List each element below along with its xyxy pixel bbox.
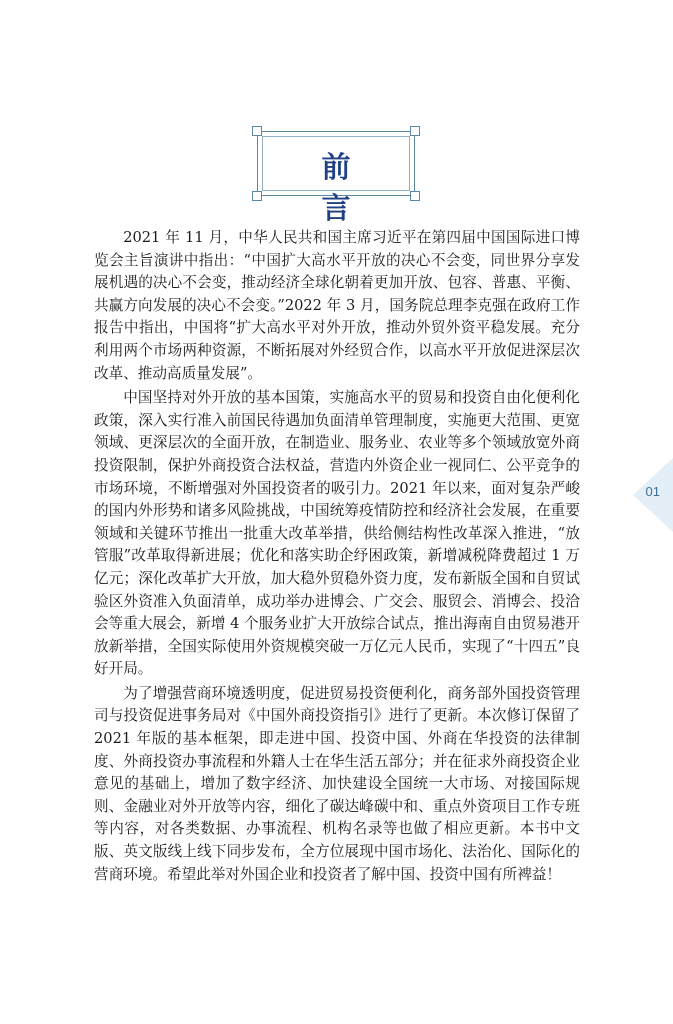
preface-body [94,227,580,888]
page-number: 01 [645,484,660,499]
page-tab [633,458,673,532]
frame-corner [410,126,420,136]
paragraph-2: 中国坚持对外开放的基本国策，实施高水平的贸易和投资自由化便利化政策，深入实行准入前国民待遇加负面清单管理制度，实施更大范围、更宽领域、更深层次的全面开放，在制造业、服务业、农业等多个领域放宽外商投资限制，保护外商投资合法权益，营造内外资企业一视同仁、公平竞争的市场环境，不断增强对外国投资者的吸引力。2021 年以来，面对复杂严峻的国内外形势和诸多风险挑战，中国统筹疫情防控和经济社会发展，在重要领域和关键环节推出一批重大改革举措，供给侧结构性改革深入推进，“放管服”改革取得新进展；优化和落实助企纾困政策，新增减税降费超过 1 万亿元；深化改革扩大开放，加大稳外贸稳外资力度，发布新版全国和自贸试验区外资准入负面清单，成功举办进博会、广交会、服贸会、消博会、投洽会等重大展会，新增 4 个服务业扩大开放综合试点，推出海南自由贸易港开放新举措，全国实际使用外资规模突破一万亿元人民币，实现了“十四五”良好开局。 [94,389,580,678]
title-frame [257,131,415,225]
page-title: 前 言 [321,150,381,225]
paragraph-1: 2021 年 11 月，中华人民共和国主席习近平在第四届中国国际进口博览会主旨演讲中指出：“中国扩大高水平开放的决心不会变，同世界分享发展机遇的决心不会变，推动经济全球化朝着更加开放、包容、普惠、平衡、共赢方向发展的决心不会变。”2022 年 3 月，国务院总理李克强在政府工作报告中指出，中国将“扩大高水平对外开放，推动外贸外资平稳发展。充分利用两个市场两种资源，不断拓展对外经贸合作，以高水平开放促进深层次改革、推动高质量发展”。 [94,229,580,382]
paragraph-3: 为了增强营商环境透明度，促进贸易投资便利化，商务部外国投资管理司与投资促进事务局对《中国外商投资指引》进行了更新。本次修订保留了 2021 年版的基本框架，即走进中国、投资中国、外商在华投资的法律制度、外商投资办事流程和外籍人士在华生活五部分；并在征求外商投资企业意见的基础上，增加了数字经济、加快建设全国统一大市场、对接国际规则、金融业对外开放等内容，细化了碳达峰碳中和、重点外资项目工作专班等内容，对各类数据、办事流程、机构名录等也做了相应更新。本书中文版、英文版线上线下同步发布，全方位展现中国市场化、法治化、国际化的营商环境。希望此举对外国企业和投资者了解中国、投资中国有所裨益！ [94,684,580,883]
frame-corner [252,126,262,136]
